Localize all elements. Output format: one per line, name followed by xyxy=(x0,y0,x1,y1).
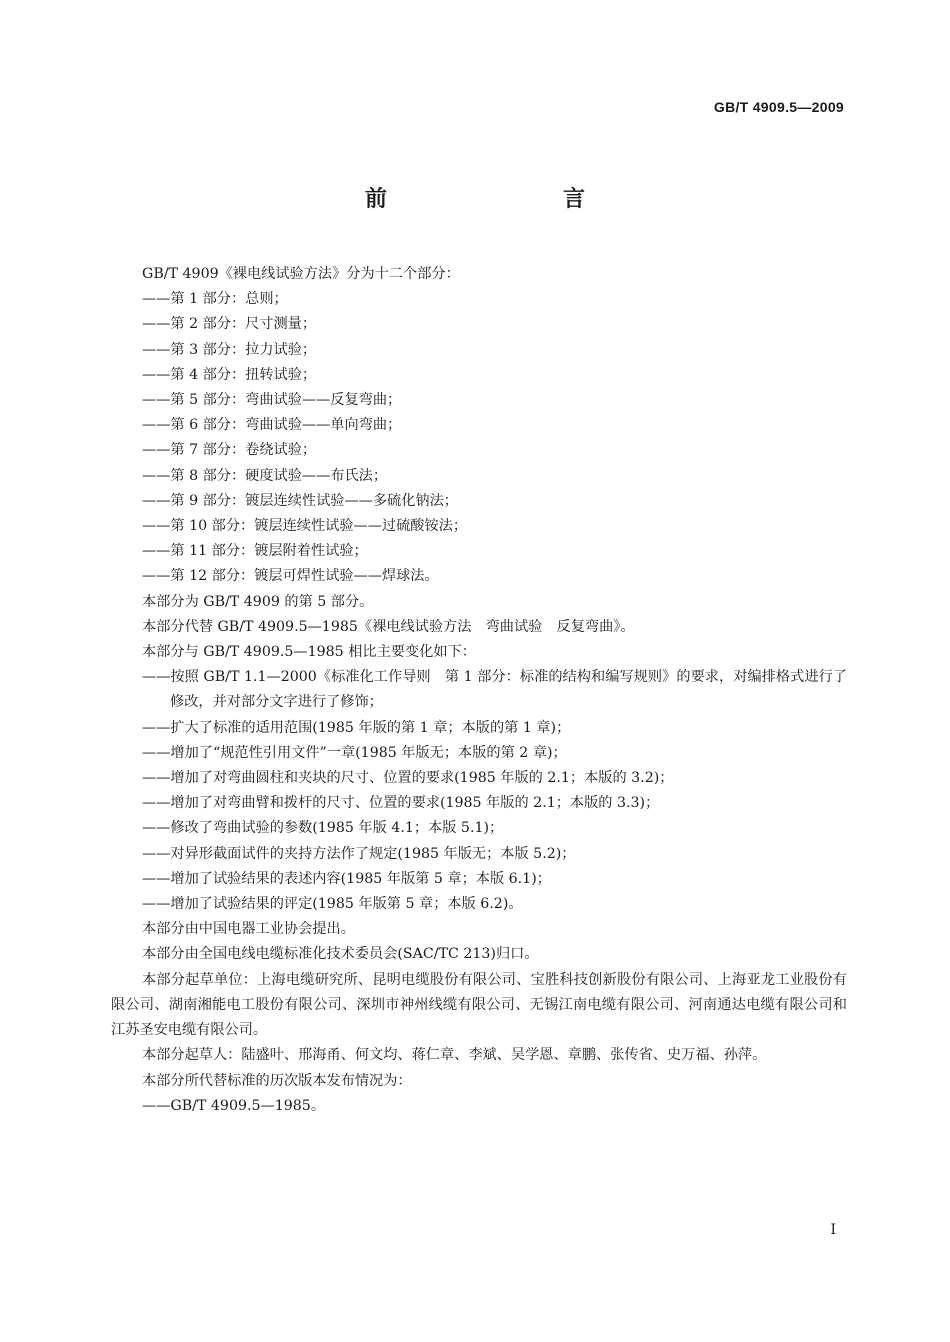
paragraph-part-statement: 本部分为 GB/T 4909 的第 5 部分。 xyxy=(142,593,374,610)
foreword-body xyxy=(111,262,847,1119)
list-item-part-2: ——第 2 部分：尺寸测量； xyxy=(142,316,317,333)
list-item-part-1: ——第 1 部分：总则； xyxy=(142,291,288,308)
paragraph-drafters: 本部分起草人：陆盛叶、邢海甬、何文均、蒋仁章、李斌、吴学恩、章鹏、张传省、史万福、孙萍。 xyxy=(142,1047,767,1064)
page-title: 前 言 xyxy=(364,187,629,212)
page-number: I xyxy=(830,1222,836,1238)
list-item-part-4: ——第 4 部分：扭转试验； xyxy=(142,366,317,383)
list-item-change-2: ——扩大了标准的适用范围(1985 年版的第 1 章；本版的第 1 章)； xyxy=(142,719,571,736)
list-item-change-5: ——增加了对弯曲臂和拨杆的尺寸、位置的要求(1985 年版的 2.1；本版的 3.3)； xyxy=(142,795,660,812)
paragraph-replaces: 本部分代替 GB/T 4909.5—1985《裸电线试验方法 弯曲试验 反复弯曲》。 xyxy=(142,618,635,635)
list-item-part-12: ——第 12 部分：镀层可焊性试验——焊球法。 xyxy=(142,568,439,585)
paragraph-committee: 本部分由全国电线电缆标准化技术委员会(SAC/TC 213)归口。 xyxy=(142,946,539,963)
list-item-change-3: ——增加了“规范性引用文件”一章(1985 年版无；本版的第 2 章)； xyxy=(142,744,567,761)
paragraph-intro: GB/T 4909《裸电线试验方法》分为十二个部分： xyxy=(142,266,460,282)
list-item-change-1: ——按照 GB/T 1.1—2000《标准化工作导则 第 1 部分：标准的结构和编写规则》的要求，对编排格式进行了修改，并对部分文字进行了修饰； xyxy=(142,669,847,711)
paragraph-history-intro: 本部分所代替标准的历次版本发布情况为： xyxy=(142,1072,412,1089)
paragraph-proposer: 本部分由中国电器工业协会提出。 xyxy=(142,921,355,938)
paragraph-changes-intro: 本部分与 GB/T 4909.5—1985 相比主要变化如下： xyxy=(142,644,476,661)
list-item-part-11: ——第 11 部分：镀层附着性试验； xyxy=(142,543,368,560)
list-item-part-7: ——第 7 部分：卷绕试验； xyxy=(142,442,317,459)
paragraph-drafting-units: 本部分起草单位：上海电缆研究所、昆明电缆股份有限公司、宝胜科技创新股份有限公司、上海亚龙工业股份有限公司、湖南湘能电工股份有限公司、深圳市神州线缆有限公司、无锡江南电缆有限公司、河南通达电缆有限公司和江苏圣安电缆有限公司。 xyxy=(111,971,847,1039)
list-item-part-10: ——第 10 部分：镀层连续性试验——过硫酸铵法； xyxy=(142,518,468,535)
list-item-part-3: ——第 3 部分：拉力试验； xyxy=(142,341,317,358)
list-item-change-4: ——增加了对弯曲圆柱和夹块的尺寸、位置的要求(1985 年版的 2.1；本版的 3.2)； xyxy=(142,770,674,787)
list-item-part-9: ——第 9 部分：镀层连续性试验——多硫化钠法； xyxy=(142,492,458,509)
list-item-change-9: ——增加了试验结果的评定(1985 年版第 5 章；本版 6.2)。 xyxy=(142,896,523,913)
standard-number-header: GB/T 4909.5—2009 xyxy=(713,99,844,115)
list-item-part-6: ——第 6 部分：弯曲试验——单向弯曲； xyxy=(142,417,402,434)
list-item-change-6: ——修改了弯曲试验的参数(1985 年版 4.1；本版 5.1)； xyxy=(142,820,504,837)
list-item-history-1: ——GB/T 4909.5—1985。 xyxy=(142,1097,326,1114)
list-item-part-5: ——第 5 部分：弯曲试验——反复弯曲； xyxy=(142,392,402,409)
list-item-change-7: ——对异形截面试件的夹持方法作了规定(1985 年版无；本版 5.2)； xyxy=(142,845,576,862)
list-item-part-8: ——第 8 部分：硬度试验——布氏法； xyxy=(142,467,388,484)
list-item-change-8: ——增加了试验结果的表述内容(1985 年版第 5 章；本版 6.1)； xyxy=(142,870,551,887)
